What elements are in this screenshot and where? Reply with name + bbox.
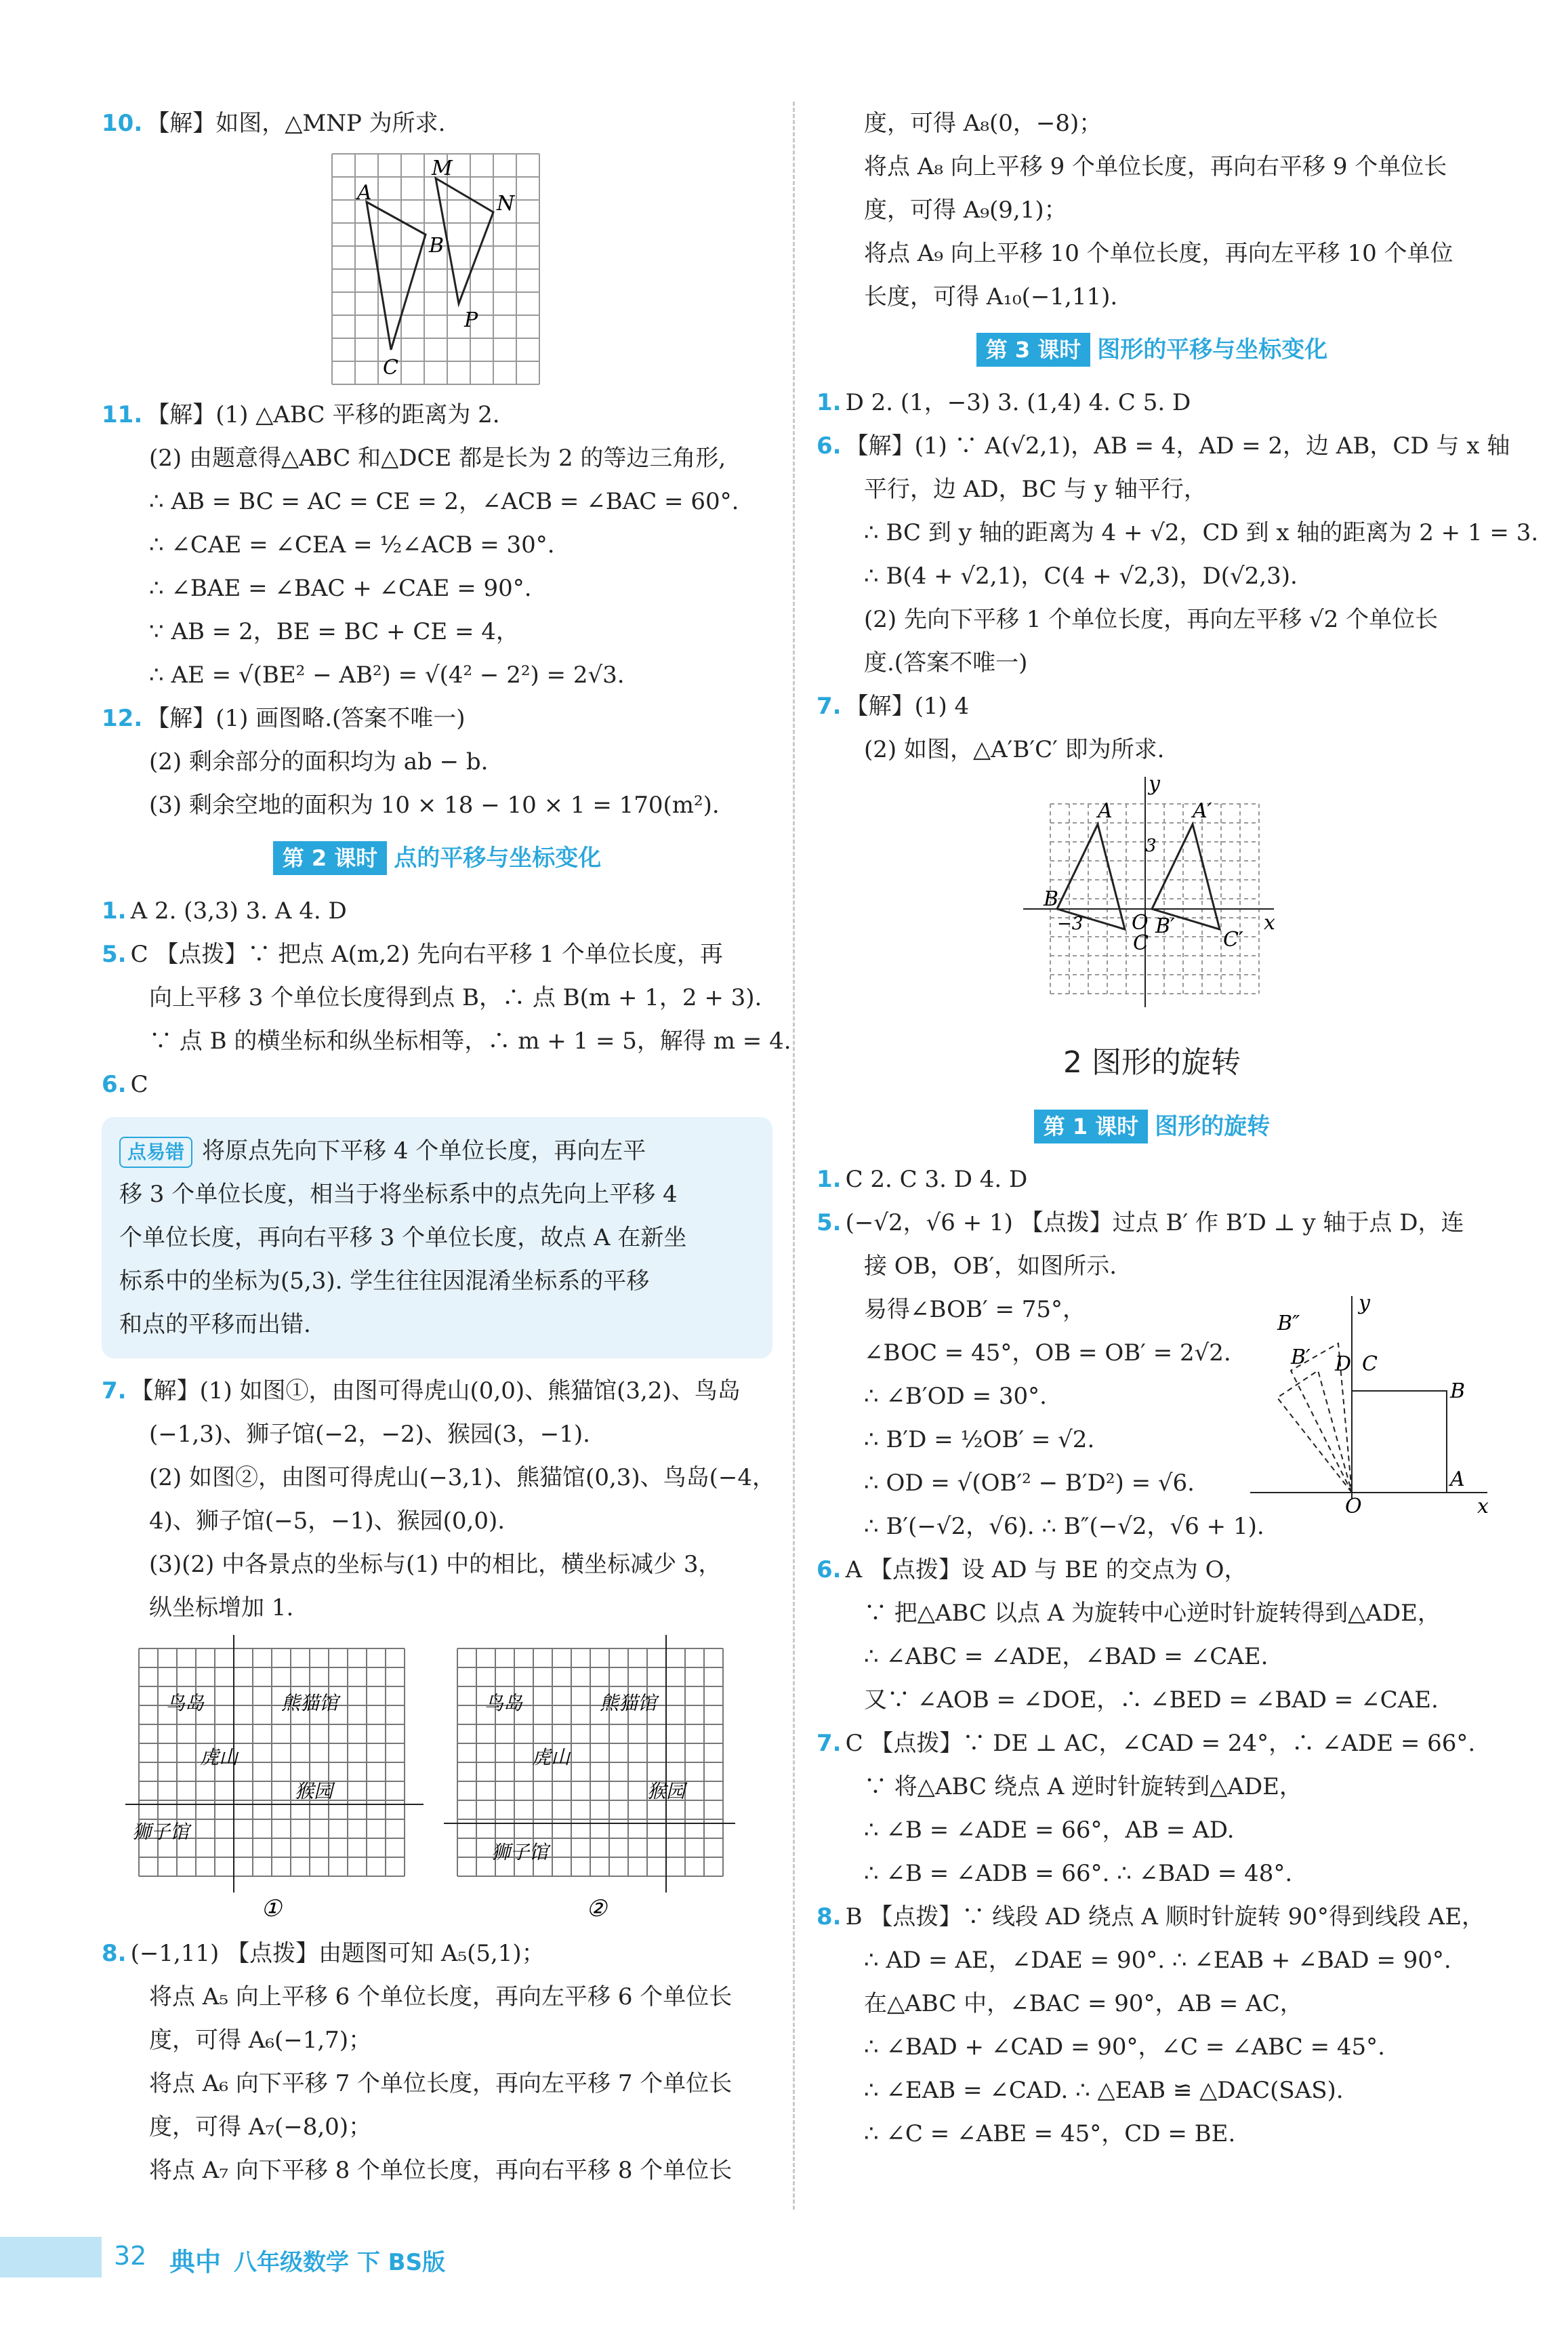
svg-text:y: y xyxy=(1149,777,1160,796)
text-line xyxy=(102,102,772,145)
line-text: ∴ ∠C = ∠ABE = 45°，CD = BE. xyxy=(864,2120,1236,2147)
text-line xyxy=(817,232,1487,275)
svg-text:3: 3 xyxy=(1145,836,1157,856)
text-line xyxy=(102,2019,772,2062)
line-text: C xyxy=(130,1071,148,1098)
line-text: B 【点拨】∵ 线段 AD 绕点 A 顺时针旋转 90°得到线段 AE， xyxy=(845,1903,1485,1930)
svg-text:熊猫馆: 熊猫馆 xyxy=(600,1692,657,1714)
line-text: ∴ ∠B = ∠ADB = 66°. ∴ ∠BAD = 48°. xyxy=(864,1860,1293,1887)
text-line xyxy=(817,1765,1487,1808)
text-line xyxy=(817,381,1487,424)
text-line xyxy=(102,2105,772,2149)
text-line xyxy=(817,1808,1487,1852)
text-line xyxy=(102,480,772,523)
line-text: 【解】(1) △ABC 平移的距离为 2. xyxy=(146,401,500,428)
text-line xyxy=(817,1244,1487,1288)
line-text: D 2. (1，−3) 3. (1,4) 4. C 5. D xyxy=(845,389,1191,416)
question-number: 6. xyxy=(817,1556,842,1583)
line-text: 【解】(1) 4 xyxy=(845,693,970,720)
line-text: ∴ BC 到 y 轴的距离为 4 + √2，CD 到 x 轴的距离为 2 + 1 = 3. xyxy=(864,519,1539,546)
text-line xyxy=(102,2062,772,2105)
line-text: ∴ AB = BC = AC = CE = 2，∠ACB = ∠BAC = 60°. xyxy=(149,488,739,515)
line-text: (3) 剩余空地的面积为 10 × 18 − 10 × 1 = 170(m²). xyxy=(149,792,720,819)
line-text: 接 OB，OB′，如图所示. xyxy=(864,1253,1117,1280)
svg-text:猴园: 猴园 xyxy=(295,1780,333,1802)
text-line xyxy=(817,1548,1487,1592)
text-line xyxy=(817,1939,1487,1982)
error-note xyxy=(102,1117,772,1358)
svg-text:y: y xyxy=(1359,1296,1370,1315)
line-text: A 【点拨】设 AD 与 BE 的交点为 O， xyxy=(845,1556,1247,1583)
text-line xyxy=(817,685,1487,728)
line-text: 【解】(1) 如图①，由图可得虎山(0,0)、熊猫馆(3,2)、鸟岛 xyxy=(130,1377,741,1404)
line-text: 度，可得 A₉(9,1)； xyxy=(864,197,1067,224)
line-text: ∴ ∠EAB = ∠CAD. ∴ △EAB ≌ △DAC(SAS). xyxy=(864,2077,1344,2104)
text-line xyxy=(817,1895,1487,1939)
text-line xyxy=(817,598,1487,641)
line-text: 度，可得 A₆(−1,7)； xyxy=(149,2027,372,2054)
svg-text:②: ② xyxy=(586,1895,607,1922)
text-line xyxy=(817,1592,1487,1635)
svg-text:C: C xyxy=(1362,1352,1378,1376)
line-text: (−1,3)、狮子馆(−2，−2)、猴园(3，−1). xyxy=(149,1421,590,1448)
line-text: 度，可得 A₇(−8,0)； xyxy=(149,2113,372,2141)
svg-text:x: x xyxy=(1477,1495,1489,1518)
question-number: 5. xyxy=(817,1209,842,1236)
text-line xyxy=(102,1019,791,1063)
line-text: ∵ 将△ABC 绕点 A 逆时针旋转到△ADE， xyxy=(864,1773,1302,1800)
line-text: ∴ OD = √(OB′² − B′D²) = √6. xyxy=(864,1470,1195,1497)
text-line xyxy=(102,1932,772,1975)
note-line: 个单位长度，再向右平移 3 个单位长度，故点 A 在新坐 xyxy=(119,1224,687,1251)
lesson-title: 点的平移与坐标变化 xyxy=(394,845,602,872)
svg-text:鸟岛: 鸟岛 xyxy=(484,1692,523,1714)
svg-text:B: B xyxy=(1044,887,1059,911)
text-line xyxy=(817,1635,1487,1678)
text-line xyxy=(817,2025,1487,2069)
line-text: ∴ AD = AE，∠DAE = 90°. ∴ ∠EAB + ∠BAD = 90°. xyxy=(864,1947,1451,1974)
text-line xyxy=(817,511,1539,554)
text-line xyxy=(817,1722,1487,1765)
question-number: 7. xyxy=(817,693,842,720)
line-text: ∴ ∠CAE = ∠CEA = ½∠ACB = 30°. xyxy=(149,531,555,559)
note-tag: 点易错 xyxy=(119,1137,192,1168)
svg-text:狮子馆: 狮子馆 xyxy=(491,1841,549,1863)
book-title: 八年级数学 下 BS版 xyxy=(234,2249,446,2276)
question-number: 1. xyxy=(817,389,842,416)
lesson-title: 图形的平移与坐标变化 xyxy=(1097,336,1328,363)
text-line xyxy=(102,2149,772,2192)
question-number: 1. xyxy=(102,897,127,925)
line-text: ∴ B′(−√2，√6). ∴ B″(−√2，√6 + 1). xyxy=(864,1513,1264,1540)
fig7-grids xyxy=(125,1635,749,1926)
svg-text:−3: −3 xyxy=(1057,914,1084,934)
note-line: 移 3 个单位长度，相当于将坐标系中的点先向上平移 4 xyxy=(119,1181,678,1208)
text-line xyxy=(102,976,772,1019)
lesson-badge: 第 1 课时 xyxy=(1034,1110,1149,1143)
text-line xyxy=(102,784,772,827)
svg-text:A: A xyxy=(1450,1467,1465,1491)
text-line xyxy=(817,2112,1487,2155)
svg-text:B: B xyxy=(1450,1379,1466,1403)
column-divider xyxy=(793,102,795,2210)
text-line xyxy=(102,610,772,653)
svg-text:熊猫馆: 熊猫馆 xyxy=(281,1692,339,1714)
text-line xyxy=(102,1975,772,2019)
lesson-header xyxy=(102,836,772,880)
page-footer xyxy=(0,2237,1568,2284)
svg-text:虎山: 虎山 xyxy=(200,1746,239,1768)
left-column xyxy=(102,102,791,2192)
line-text: 在△ABC 中，∠BAC = 90°，AB = AC， xyxy=(864,1990,1303,2017)
text-line xyxy=(102,1499,772,1543)
svg-text:M: M xyxy=(432,157,453,180)
lesson-header xyxy=(817,328,1487,371)
svg-text:O: O xyxy=(1132,911,1149,935)
line-text: 【解】(1) ∵ A(√2,1)，AB = 4，AD = 2，边 AB，CD 与 x 轴 xyxy=(845,432,1510,460)
line-text: A 2. (3,3) 3. A 4. D xyxy=(130,897,347,925)
svg-text:A: A xyxy=(357,181,372,205)
svg-text:猴园: 猴园 xyxy=(647,1780,686,1802)
text-line xyxy=(817,275,1487,319)
lesson-badge: 第 3 课时 xyxy=(976,333,1091,367)
text-line xyxy=(102,1456,776,1499)
text-line xyxy=(102,1413,772,1456)
line-text: (2) 由题意得△ABC 和△DCE 都是长为 2 的等边三角形, xyxy=(149,445,726,472)
line-text: C 2. C 3. D 4. D xyxy=(845,1166,1028,1193)
line-text: 将点 A₇ 向下平移 8 个单位长度，再向右平移 8 个单位长 xyxy=(149,2157,733,2184)
svg-text:虎山: 虎山 xyxy=(532,1746,571,1768)
right-column xyxy=(817,102,1539,2155)
note-line: 将原点先向下平移 4 个单位长度，再向左平 xyxy=(202,1137,646,1164)
line-text: ∵ 把△ABC 以点 A 为旋转中心逆时针旋转得到△ADE， xyxy=(864,1600,1441,1627)
svg-text:B: B xyxy=(429,234,445,258)
line-text: ∴ B(4 + √2,1)，C(4 + √2,3)，D(√2,3). xyxy=(864,563,1298,590)
question-number: 7. xyxy=(102,1377,127,1404)
line-text: ∴ ∠BAE = ∠BAC + ∠CAE = 90°. xyxy=(149,575,532,602)
line-text: ∠BOC = 45°，OB = OB′ = 2√2. xyxy=(864,1339,1231,1366)
line-text: 将点 A₅ 向上平移 6 个单位长度，再向左平移 6 个单位长 xyxy=(149,1983,733,2010)
text-line xyxy=(102,697,772,740)
svg-text:C: C xyxy=(1133,931,1149,955)
line-text: (−√2，√6 + 1) 【点拨】过点 B′ 作 B′D ⊥ y 轴于点 D，连 xyxy=(845,1209,1464,1236)
text-line xyxy=(817,468,1487,511)
svg-text:O: O xyxy=(1345,1495,1362,1518)
text-line xyxy=(817,554,1487,598)
text-line xyxy=(817,1201,1487,1244)
text-line xyxy=(102,1543,772,1586)
line-text: 又∵ ∠AOB = ∠DOE，∴ ∠BED = ∠BAD = ∠CAE. xyxy=(864,1686,1439,1714)
note-line: 和点的平移而出错. xyxy=(119,1311,311,1338)
line-text: 向上平移 3 个单位长度得到点 B，∴ 点 B(m + 1，2 + 3). xyxy=(149,984,762,1011)
text-line xyxy=(102,437,772,480)
line-text: (2) 先向下平移 1 个单位长度，再向左平移 √2 个单位长 xyxy=(864,606,1439,633)
text-line xyxy=(102,1586,772,1629)
line-text: 4)、狮子馆(−5，−1)、猴园(0,0). xyxy=(149,1507,506,1535)
question-number: 6. xyxy=(102,1071,127,1098)
footer-bar xyxy=(0,2237,102,2277)
line-text: (3)(2) 中各景点的坐标与(1) 中的相比，横坐标减少 3， xyxy=(149,1551,722,1578)
line-text: 平行，边 AD，BC 与 y 轴平行， xyxy=(864,476,1207,503)
line-text: 长度，可得 A₁₀(−1,11). xyxy=(864,283,1118,310)
line-text: (−1,11) 【点拨】由题图可知 A₅(5,1)； xyxy=(130,1940,545,1967)
line-text: ∴ ∠B = ∠ADE = 66°，AB = AD. xyxy=(864,1817,1235,1844)
lesson-badge: 第 2 课时 xyxy=(273,841,388,875)
question-number: 10. xyxy=(102,110,143,137)
line-text: 易得∠BOB′ = 75°， xyxy=(864,1296,1086,1323)
text-line xyxy=(102,933,772,976)
fig7r-coordinates xyxy=(1023,777,1281,1014)
question-number: 6. xyxy=(817,432,842,460)
svg-text:x: x xyxy=(1264,911,1275,935)
svg-text:狮子馆: 狮子馆 xyxy=(132,1821,190,1843)
line-text: 纵坐标增加 1. xyxy=(149,1594,294,1621)
text-line xyxy=(817,1982,1487,2025)
svg-text:B′: B′ xyxy=(1291,1345,1311,1369)
fig10-grid xyxy=(329,150,545,388)
svg-text:D: D xyxy=(1335,1352,1352,1376)
brand-logo: 典中 xyxy=(169,2247,222,2277)
question-number: 5. xyxy=(102,941,127,968)
line-text: ∴ ∠B′OD = 30°. xyxy=(864,1383,1047,1410)
line-text: C 【点拨】∵ DE ⊥ AC，∠CAD = 24°，∴ ∠ADE = 66°. xyxy=(845,1730,1476,1757)
text-line xyxy=(102,653,772,697)
lesson-title: 图形的旋转 xyxy=(1155,1113,1271,1140)
line-text: ∵ AB = 2，BE = BC + CE = 4， xyxy=(149,618,519,645)
line-text: 将点 A₆ 向下平移 7 个单位长度，再向左平移 7 个单位长 xyxy=(149,2070,733,2097)
section-title: 2 图形的旋转 xyxy=(1063,1045,1241,1080)
text-line xyxy=(817,2069,1487,2112)
line-text: 度.(答案不唯一) xyxy=(864,649,1028,676)
text-line xyxy=(102,1369,772,1413)
svg-text:N: N xyxy=(497,192,515,216)
svg-text:C: C xyxy=(383,356,398,380)
text-line xyxy=(817,424,1510,468)
line-text: C 【点拨】∵ 把点 A(m,2) 先向右平移 1 个单位长度，再 xyxy=(130,941,723,968)
page-number: 32 xyxy=(114,2241,147,2271)
note-line: 标系中的坐标为(5,3). 学生往往因混淆坐标系的平移 xyxy=(119,1268,650,1295)
line-text: ∴ B′D = ½OB′ = √2. xyxy=(864,1426,1095,1453)
question-number: 1. xyxy=(817,1166,842,1193)
question-number: 8. xyxy=(817,1903,842,1930)
line-text: (2) 如图，△A′B′C′ 即为所求. xyxy=(864,736,1165,763)
text-line xyxy=(102,740,772,784)
question-number: 8. xyxy=(102,1940,127,1967)
text-line xyxy=(817,1678,1487,1722)
text-line xyxy=(817,188,1487,232)
text-line xyxy=(102,1063,772,1106)
svg-text:P: P xyxy=(464,308,478,332)
line-text: ∴ ∠ABC = ∠ADE，∠BAD = ∠CAE. xyxy=(864,1643,1268,1670)
line-text: 【解】(1) 画图略.(答案不唯一) xyxy=(146,705,466,732)
text-line xyxy=(817,102,1487,145)
svg-text:B″: B″ xyxy=(1277,1312,1300,1335)
line-text: (2) 如图②，由图可得虎山(−3,1)、熊猫馆(0,3)、鸟岛(−4， xyxy=(149,1464,776,1491)
text-line xyxy=(102,393,772,437)
text-line xyxy=(817,145,1487,188)
svg-text:A′: A′ xyxy=(1193,799,1212,823)
svg-text:C′: C′ xyxy=(1223,928,1243,952)
question-number: 11. xyxy=(102,401,143,428)
text-line xyxy=(817,641,1487,685)
question-number: 7. xyxy=(817,1730,842,1757)
line-text: (2) 剩余部分的面积均为 ab − b. xyxy=(149,748,489,775)
line-text: ∵ 点 B 的横坐标和纵坐标相等，∴ m + 1 = 5，解得 m = 4. xyxy=(149,1028,791,1055)
svg-text:鸟岛: 鸟岛 xyxy=(166,1692,205,1714)
line-text: 将点 A₈ 向上平移 9 个单位长度，再向右平移 9 个单位长 xyxy=(864,153,1447,180)
text-line xyxy=(817,1852,1487,1895)
line-text: 度，可得 A₈(0，−8)； xyxy=(864,110,1102,137)
fig5-rotation xyxy=(1250,1296,1494,1520)
line-text: 将点 A₉ 向上平移 10 个单位长度，再向左平移 10 个单位 xyxy=(864,240,1453,267)
text-line xyxy=(817,1158,1487,1201)
line-text: ∴ ∠BAD + ∠CAD = 90°，∠C = ∠ABC = 45°. xyxy=(864,2033,1385,2061)
svg-text:A: A xyxy=(1098,799,1113,823)
svg-text:B′: B′ xyxy=(1155,914,1175,938)
svg-text:①: ① xyxy=(261,1895,282,1922)
text-line xyxy=(102,889,772,933)
line-text: 【解】如图，△MNP 为所求. xyxy=(146,110,446,137)
text-line xyxy=(102,523,772,567)
line-text: ∴ AE = √(BE² − AB²) = √(4² − 2²) = 2√3. xyxy=(149,662,625,689)
text-line xyxy=(817,728,1487,771)
text-line xyxy=(102,567,772,610)
question-number: 12. xyxy=(102,705,143,732)
lesson-header xyxy=(817,1105,1487,1148)
